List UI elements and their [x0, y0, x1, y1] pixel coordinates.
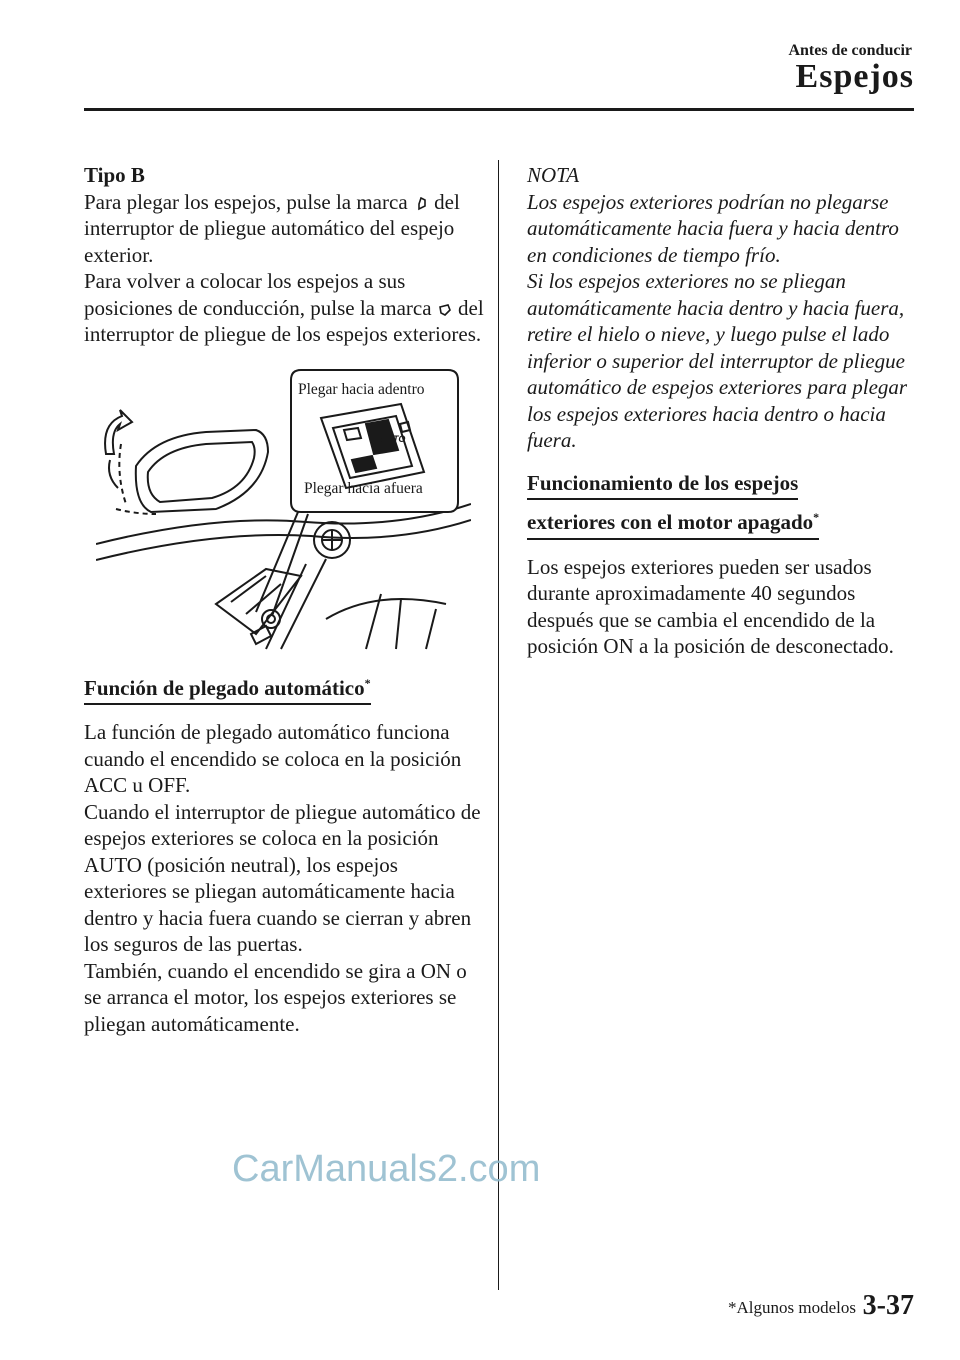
auto-fold-paragraph-3: También, cuando el encendido se gira a ON o se arranca el motor, los espejos exteriores se pliegan automáticamente.	[84, 958, 467, 1036]
watermark-logo: CarManuals2.com	[232, 1148, 541, 1190]
engine-off-body	[527, 554, 922, 660]
paragraph-unfold-text-b: del interruptor de pliegue de los espejos exteriores.	[84, 295, 484, 346]
paragraph-fold-text-a: Para plegar los espejos, pulse la marca	[84, 189, 408, 214]
left-column	[84, 162, 484, 1037]
switch-auto-label: AUTO	[380, 433, 406, 444]
right-column	[527, 162, 922, 660]
running-header-section: Antes de conducir	[788, 42, 912, 59]
paragraph-unfold-text-a: Para volver a colocar los espejos a sus posiciones de conducción, pulse la marca	[84, 269, 432, 320]
paragraph-fold-text-b: del interruptor de pliegue automático del espejo exterior.	[84, 189, 460, 267]
nota-paragraph-1: Los espejos exteriores podrían no plegarse automáticamente hacia fuera y hacia dentro en condiciones de tiempo frío.	[527, 189, 899, 267]
section-title-auto-fold	[84, 670, 371, 706]
paragraph-fold	[84, 189, 484, 269]
header-rule	[84, 108, 914, 111]
section-title-auto-fold-text: Función de plegado automático	[84, 675, 365, 700]
engine-off-paragraph: Los espejos exteriores pueden ser usados durante aproximadamente 40 segundos después que se cambia el encendido de la posición ON a la posición de desconectado.	[527, 554, 894, 658]
page-number: 3-37	[862, 1290, 914, 1321]
auto-fold-paragraph-1: La función de plegado automático funciona cuando el encendido se coloca en la posición ACC u OFF.	[84, 720, 462, 797]
footnote-some-models: *Algunos modelos	[728, 1298, 856, 1317]
column-divider	[498, 160, 499, 1290]
nota-paragraph-2: Si los espejos exteriores no se pliegan automáticamente hacia dentro y hacia fuera, retire el hielo o nieve, y luego pulse el lado inferior o superior del interruptor de pliegue automático de espejos exteriores para plegar los espejos exteriores hacia dentro o hacia fuera.	[527, 269, 908, 452]
mirror-switch-illustration	[96, 364, 471, 650]
nota-label: NOTA	[527, 163, 580, 187]
label-fold-in: Plegar hacia adentro	[298, 380, 425, 398]
fold-out-mark-icon	[439, 303, 451, 317]
section-title-engine-off-line1: Funcionamiento de los espejos	[527, 470, 798, 501]
some-models-mark: *	[364, 675, 371, 690]
auto-fold-body	[84, 719, 484, 1037]
mirror-switch-figure	[96, 364, 471, 650]
section-title-engine-off-line2-text: exteriores con el motor apagado	[527, 510, 814, 534]
auto-fold-paragraph-2: Cuando el interruptor de pliegue automático de espejos exteriores se coloca en la posición AUTO (posición neutral), los espejos exteriores se pliegan automáticamente hacia dentro y hacia fuera cuando se cierran y abren los seguros de las puertas.	[84, 799, 481, 956]
subheading-tipo-b: Tipo B	[84, 163, 145, 187]
label-fold-out: Plegar hacia afuera	[304, 479, 423, 497]
fold-in-mark-icon	[415, 197, 427, 211]
running-header-chapter: Espejos	[795, 58, 914, 95]
section-title-engine-off-line2	[527, 504, 819, 540]
some-models-mark-right: *	[813, 510, 820, 524]
paragraph-unfold	[84, 268, 484, 348]
